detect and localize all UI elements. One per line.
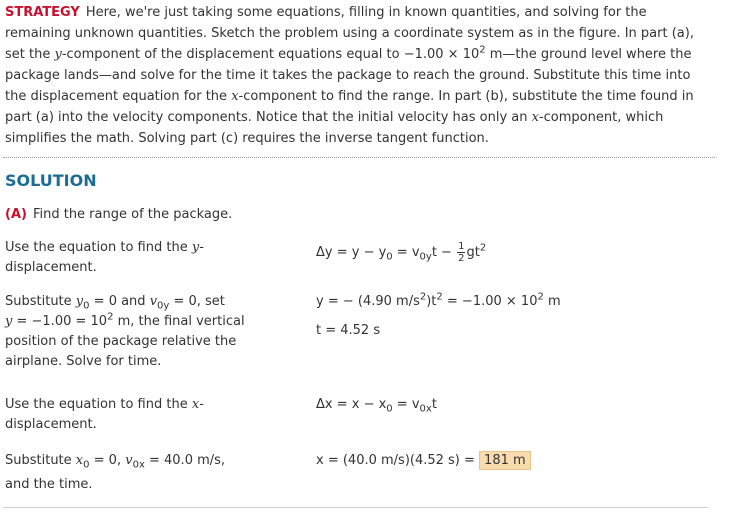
step3-text-a: Use the equation to find the <box>5 397 192 412</box>
step2-var-y: y <box>75 294 84 309</box>
step1-fraction <box>457 241 465 264</box>
step3-eq-c: t <box>431 397 437 412</box>
strategy-text-4: -component to find the range. In part (b), substitute the time found in part (a) into the velocity components. Notice that the initial velocity has only an <box>5 89 694 125</box>
strategy-text-1: Here, we're just taking some equations, filling in known quantities, and solving for the remaining unknown quantities. Sketch the problem using a coordinate system as in the figure. In part (a), set the <box>5 5 694 62</box>
step3-equation <box>316 395 437 415</box>
strategy-label: STRATEGY <box>5 5 80 20</box>
step1-text-b: -displacement. <box>5 240 204 275</box>
bottom-divider <box>3 507 708 508</box>
fraction-denominator: 2 <box>458 253 465 264</box>
step4-var-v: v <box>125 453 133 468</box>
step1-eq-b: = v <box>392 245 420 260</box>
step3-eq-sub0: 0 <box>386 403 393 415</box>
step4-sub-0x: 0x <box>132 459 145 471</box>
step4-sub-0: 0 <box>83 459 90 471</box>
step4-equation <box>316 451 531 471</box>
step2-var-y2: y <box>5 314 13 329</box>
answer-highlight: 181 m <box>479 451 531 470</box>
step4-text-c: = 40.0 m/s, <box>144 453 226 468</box>
part-a-label: (A) <box>5 207 27 222</box>
step4-var-x: x <box>75 453 84 468</box>
step3-eq-b: = v <box>392 397 420 412</box>
step1-eq-c: t − <box>431 245 457 260</box>
solution-title: SOLUTION <box>5 171 97 190</box>
step4-text-b: = 0, <box>89 453 126 468</box>
part-a-text: Find the range of the package. <box>32 207 233 222</box>
step2-sub-0y: 0y <box>157 300 170 312</box>
strategy-x-var-2: x <box>531 110 539 125</box>
step2-text-a: Substitute <box>5 294 76 309</box>
step2-sub-0: 0 <box>83 300 90 312</box>
step1-equation <box>316 241 486 264</box>
step1-eq-sub0y: 0y <box>419 251 432 263</box>
step2-text-f: m, the final vertical position of the package relative the airplane. Solve for time. <box>5 314 245 369</box>
step2-text-b: = 0 and <box>89 294 150 309</box>
step3-instruction <box>5 395 285 435</box>
step1-eq-d: gt <box>466 245 480 260</box>
strategy-y-var: y <box>54 47 62 62</box>
step4-eq-a: x = (40.0 m/s)(4.52 s) = <box>316 453 480 468</box>
step2-eq-a: y = − (4.90 m/s <box>316 294 420 309</box>
step3-eq-a: Δx = x − x <box>316 397 387 412</box>
fraction-numerator: 1 <box>458 241 465 252</box>
step2-equation-1 <box>316 292 561 312</box>
strategy-text-5: -component, which simplifies the math. Solving part (c) requires the inverse tangent function. <box>5 110 664 146</box>
step2-eq-exp2: 2 <box>436 291 443 303</box>
step2-eq-b: )t <box>426 294 437 309</box>
step3-eq-sub0x: 0x <box>419 403 432 415</box>
step1-eq-a: Δy = y − y <box>316 245 387 260</box>
step1-eq-sub0: 0 <box>386 251 393 263</box>
step2-equation-2: t = 4.52 s <box>316 323 381 338</box>
part-a-heading <box>5 206 232 224</box>
step2-text-e: = −1.00 = 10 <box>12 314 108 329</box>
step2-eq-c: = −1.00 × 10 <box>442 294 538 309</box>
strategy-paragraph <box>5 2 710 149</box>
step1-var: y <box>191 240 200 255</box>
strategy-text-3: m—the ground level where the package lands—and solve for the time it takes the package to reach the ground. Substitute this time into the displacement equation for the <box>5 47 692 104</box>
step1-text-a: Use the equation to find the <box>5 240 192 255</box>
step4-text-a: Substitute <box>5 453 76 468</box>
step3-var: x <box>191 397 200 412</box>
step2-text-c: = 0, set <box>169 294 225 309</box>
step1-instruction <box>5 238 285 278</box>
step2-exp: 2 <box>107 311 114 323</box>
step3-text-b: -displacement. <box>5 397 204 432</box>
step2-eq-exp1: 2 <box>419 291 427 303</box>
step2-eq-d: m <box>543 294 561 309</box>
section-divider <box>3 157 715 158</box>
step2-var-v: v <box>149 294 158 309</box>
step1-eq-exp: 2 <box>479 242 487 254</box>
step2-eq-exp3: 2 <box>537 291 544 303</box>
strategy-x-var: x <box>231 89 239 104</box>
step4-instruction-2: and the time. <box>5 477 93 492</box>
strategy-text-2: -component of the displacement equations equal to −1.00 × 10 <box>61 47 480 62</box>
step2-instruction <box>5 292 275 372</box>
strategy-exponent: 2 <box>479 44 486 56</box>
step4-instruction <box>5 451 285 471</box>
